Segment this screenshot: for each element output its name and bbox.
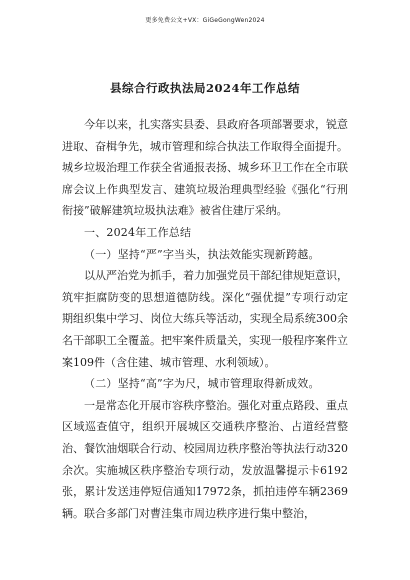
body-paragraph: 以从严治党为抓手，着力加强党员干部纪律规矩意识，筑牢拒腐防变的思想道德防线。深化“强优提”专项行动定期组织集中学习、岗位大练兵等活动，实现全局系统300余名干部职工全覆盖。把牢案件质量关，实现一般程序案件立案109件（含住建、城市管理、水利领域）。 — [62, 269, 348, 369]
body-paragraph: 一是常态化开展市容秩序整治。强化对重点路段、重点区域巡查值守，组织开展城区交通秩序整治、占道经营整治、餐饮油烟联合行动、校园周边秩序整治等执法行动320余次。实施城区秩序整治专项行动，发放温馨提示卡6192张，累计发送违停短信通知17972条，抓拍违停车辆2369辆。联合多部门对曹洼集市周边秩序进行集中整治， — [62, 398, 348, 520]
header-note: 更多免费公文+VX：GiGeGongWen2024 — [145, 17, 265, 24]
intro-paragraph: 今年以来，扎实落实县委、县政府各项部署要求，锐意进取、奋楫争先，城市管理和综合执法工作取得全面提升。城乡垃圾治理工作获全省通报表扬、城乡环卫工作在全市联席会议上作典型发言、建筑垃圾治理典型经验《强化“行刑衔接”破解建筑垃圾执法难》被省住建厅采纳。 — [62, 118, 348, 218]
subsection-heading: （一）坚持“严”字当头，执法效能实现新跨越。 — [84, 247, 320, 261]
subsection-heading: （二）坚持“高”字为尺，城市管理取得新成效。 — [84, 377, 320, 391]
document-title: 县综合行政执法局2024年工作总结 — [109, 81, 300, 95]
section-heading: 一、2024年工作总结 — [84, 225, 192, 239]
document-body — [62, 114, 348, 524]
